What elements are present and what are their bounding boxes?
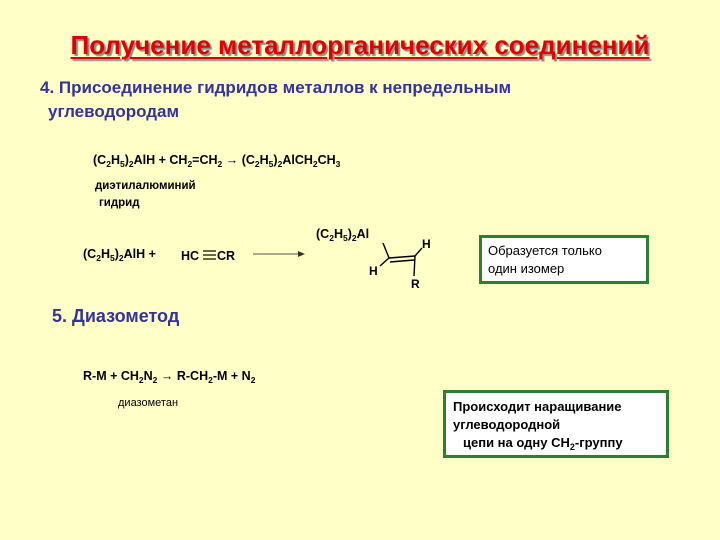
isomer-note-box	[479, 235, 649, 284]
product-r-group: R	[411, 277, 420, 291]
alkyne-hc-label: HC	[181, 249, 200, 263]
slide-title: Получение металлорганических соединений	[70, 30, 650, 60]
triple-bond	[203, 251, 216, 259]
section-4-heading-line1: 4. Присоединение гидридов металлов к непредельным	[40, 78, 512, 97]
equation-diazomethane: $R-M + CH_2N_2 \to R-CH_2-M + N_2$	[83, 369, 256, 385]
isomer-note-line1: Образуется только	[488, 243, 602, 258]
equation-hydroalumination: $(C_2H_5)_2AlH + CH_2=CH_2$ → $(C_2H_5)_2AlCH_2CH_3$	[93, 153, 341, 169]
vinyl-bonds	[380, 243, 422, 276]
diazomethane-label: диазометан	[118, 397, 179, 409]
alkyne-cr-label: CR	[217, 249, 236, 263]
chain-note-line3: цепи на одну $CH_2$-группу	[463, 435, 623, 452]
reagent-name-line1: диэтилалюминий	[95, 180, 196, 192]
section-4-heading-line2: углеводородам	[48, 102, 180, 121]
chain-note-line1: Происходит наращивание	[453, 399, 622, 414]
chain-extension-box	[443, 390, 669, 458]
isomer-note-line2: один изомер	[488, 261, 565, 276]
section-5-heading: 5. Диазометод	[52, 306, 180, 326]
product-h-bottom: H	[369, 264, 378, 278]
reaction-arrow	[253, 251, 305, 257]
product-alkyl-aluminum: $(C_2H_5)_2Al$	[316, 227, 370, 243]
equation-alkyne-reactant: $(C_2H_5)_2AlH$ +	[83, 247, 156, 263]
chain-note-line2: углеводородной	[453, 417, 561, 432]
product-h-top: H	[422, 237, 431, 251]
reagent-name-line2: гидрид	[99, 197, 140, 209]
